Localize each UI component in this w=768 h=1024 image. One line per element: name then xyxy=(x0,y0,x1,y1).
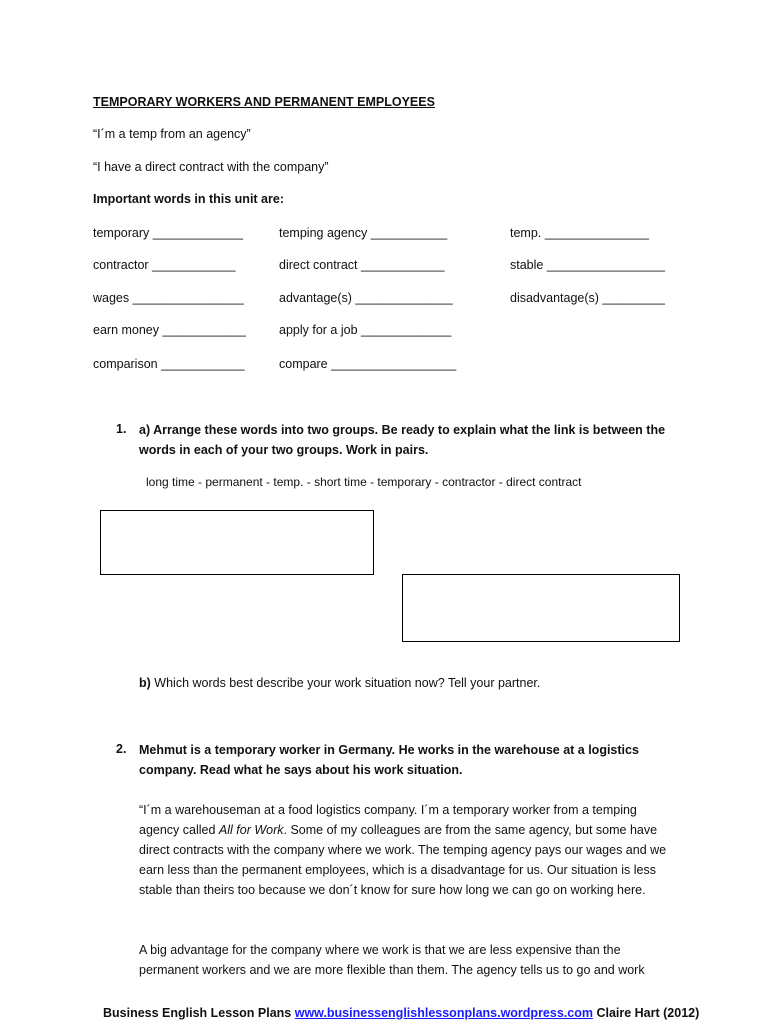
vocab-item: contractor ____________ xyxy=(93,258,236,272)
p1-after: . Some of my colleagues are from the same agency, but some have direct contracts with the company where we work. The temping agency pays our wages and we earn less than the permanent employees, which is a disadvantage for us. Our situation is less stable than theirs too because we don´t know for sure how long we can go on working here. xyxy=(139,823,667,897)
vocab-item: temping agency ___________ xyxy=(279,226,448,240)
question-2-text: Mehmut is a temporary worker in Germany. He works in the warehouse at a logistics company. Read what he says about his work situation. xyxy=(139,743,639,777)
vocab-item: direct contract ____________ xyxy=(279,258,445,272)
question-1a-body: Arrange these words into two groups. Be ready to explain what the link is between the words in each of your two groups. Work in pairs. xyxy=(139,423,666,457)
vocab-item: apply for a job _____________ xyxy=(279,323,452,337)
question-1b-text xyxy=(139,676,540,690)
p1-before: “I´m a warehouseman at a food logistics company. I´m a temporary worker from a temping agency called xyxy=(139,803,637,837)
quote-direct: “I have a direct contract with the company” xyxy=(93,160,329,174)
vocab-item: disadvantage(s) _________ xyxy=(510,291,665,305)
footer-prefix: Business English Lesson Plans xyxy=(103,1006,295,1020)
question-1b-body: Which words best describe your work situation now? Tell your partner. xyxy=(150,676,541,690)
vocab-item: wages ________________ xyxy=(93,291,244,305)
mehmut-quote-paragraph-2: A big advantage for the company where we work is that we are less expensive than the permanent workers and we are more flexible than them. The agency tells us to go and work xyxy=(139,943,645,977)
question-1a-text xyxy=(139,420,679,460)
mehmut-quote-paragraph-1 xyxy=(139,800,679,900)
question-2-number: 2. xyxy=(116,742,127,756)
footer-link[interactable]: www.businessenglishlessonplans.wordpress.com xyxy=(294,1006,593,1020)
footer xyxy=(103,1006,699,1020)
answer-box-group-2[interactable] xyxy=(402,574,680,642)
quote-temp: “I´m a temp from an agency” xyxy=(93,127,251,141)
question-1a-label: a) xyxy=(139,423,151,437)
vocab-item: stable _________________ xyxy=(510,258,666,272)
vocab-item: temporary _____________ xyxy=(93,226,244,240)
vocab-item: compare __________________ xyxy=(279,357,457,371)
vocab-item: comparison ____________ xyxy=(93,357,245,371)
question-1b-label: b) xyxy=(139,676,151,690)
vocab-item: advantage(s) ______________ xyxy=(279,291,453,305)
page-title: TEMPORARY WORKERS AND PERMANENT EMPLOYEES xyxy=(93,95,435,109)
answer-box-group-1[interactable] xyxy=(100,510,374,575)
vocab-item: temp. _______________ xyxy=(510,226,650,240)
vocab-item: earn money ____________ xyxy=(93,323,246,337)
question-1-number: 1. xyxy=(116,422,127,436)
word-list: long time - permanent - temp. - short time - temporary - contractor - direct contract xyxy=(146,475,582,489)
important-words-heading: Important words in this unit are: xyxy=(93,192,284,206)
footer-suffix: Claire Hart (2012) xyxy=(592,1006,700,1020)
agency-name: All for Work xyxy=(218,823,284,837)
